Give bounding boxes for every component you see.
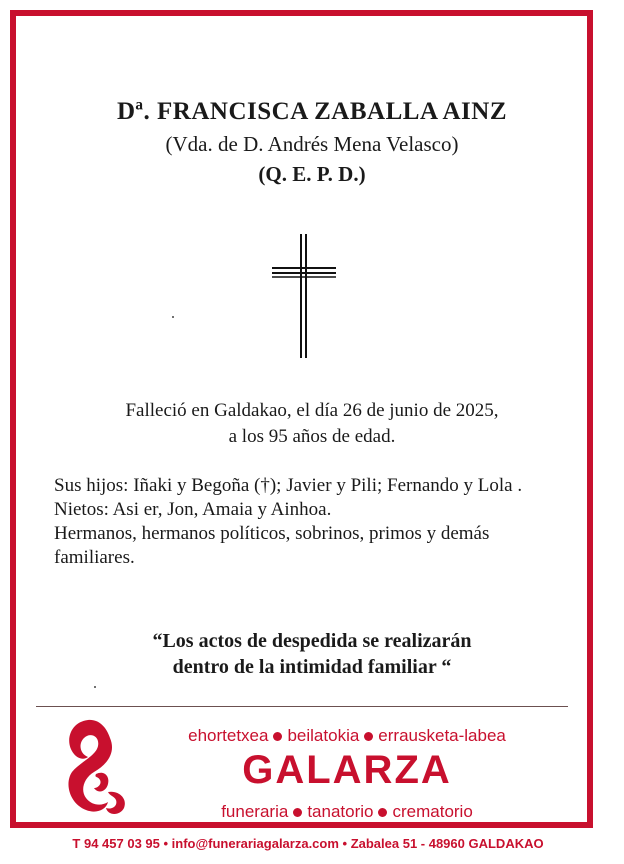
- service-errausketa-labea: errausketa-labea: [378, 726, 506, 745]
- relatives-line: Hermanos, hermanos políticos, sobrinos, primos y demás familiares.: [54, 523, 490, 568]
- death-notice: [0, 398, 624, 450]
- services-spanish: [142, 802, 552, 822]
- service-funeraria: funeraria: [221, 802, 289, 821]
- service-tanatorio: tanatorio: [307, 802, 374, 821]
- death-line-1: Falleció en Galdakao, el día 26 de junio de 2025,: [125, 400, 499, 421]
- service-beilatokia: beilatokia: [287, 726, 360, 745]
- services-basque: [142, 726, 552, 746]
- print-speck: [172, 316, 174, 318]
- rip-line: (Q. E. P. D.): [258, 162, 366, 186]
- service-ehortetxea: ehortetxea: [188, 726, 269, 745]
- bullet-icon: [293, 808, 302, 817]
- brand-name: GALARZA: [242, 748, 452, 792]
- service-crematorio: crematorio: [392, 802, 473, 821]
- galarza-logo-icon: [58, 712, 132, 820]
- bullet-icon: [273, 732, 282, 741]
- divider: [36, 706, 568, 707]
- bullet-icon: [364, 732, 373, 741]
- contact-line: T 94 457 03 95 • info@funerariagalarza.com • Zabalea 51 - 48960 GALDAKAO: [72, 836, 544, 851]
- farewell-quote: [0, 628, 624, 680]
- grandchildren-line: Nietos: Asi er, Jon, Amaia y Ainhoa.: [54, 499, 332, 520]
- widow-line: (Vda. de D. Andrés Mena Velasco): [165, 132, 459, 156]
- family-list: [54, 474, 554, 570]
- cross-icon: [268, 232, 342, 360]
- quote-line-2: dentro de la intimidad familiar “: [172, 656, 452, 678]
- children-line: Sus hijos: Iñaki y Begoña (†); Javier y Pili; Fernando y Lola .: [54, 475, 523, 496]
- bullet-icon: [378, 808, 387, 817]
- deceased-name: Dª. FRANCISCA ZABALLA AINZ: [116, 98, 507, 125]
- quote-line-1: “Los actos de despedida se realizarán: [152, 630, 472, 652]
- death-line-2: a los 95 años de edad.: [228, 426, 396, 447]
- print-speck: [94, 686, 96, 688]
